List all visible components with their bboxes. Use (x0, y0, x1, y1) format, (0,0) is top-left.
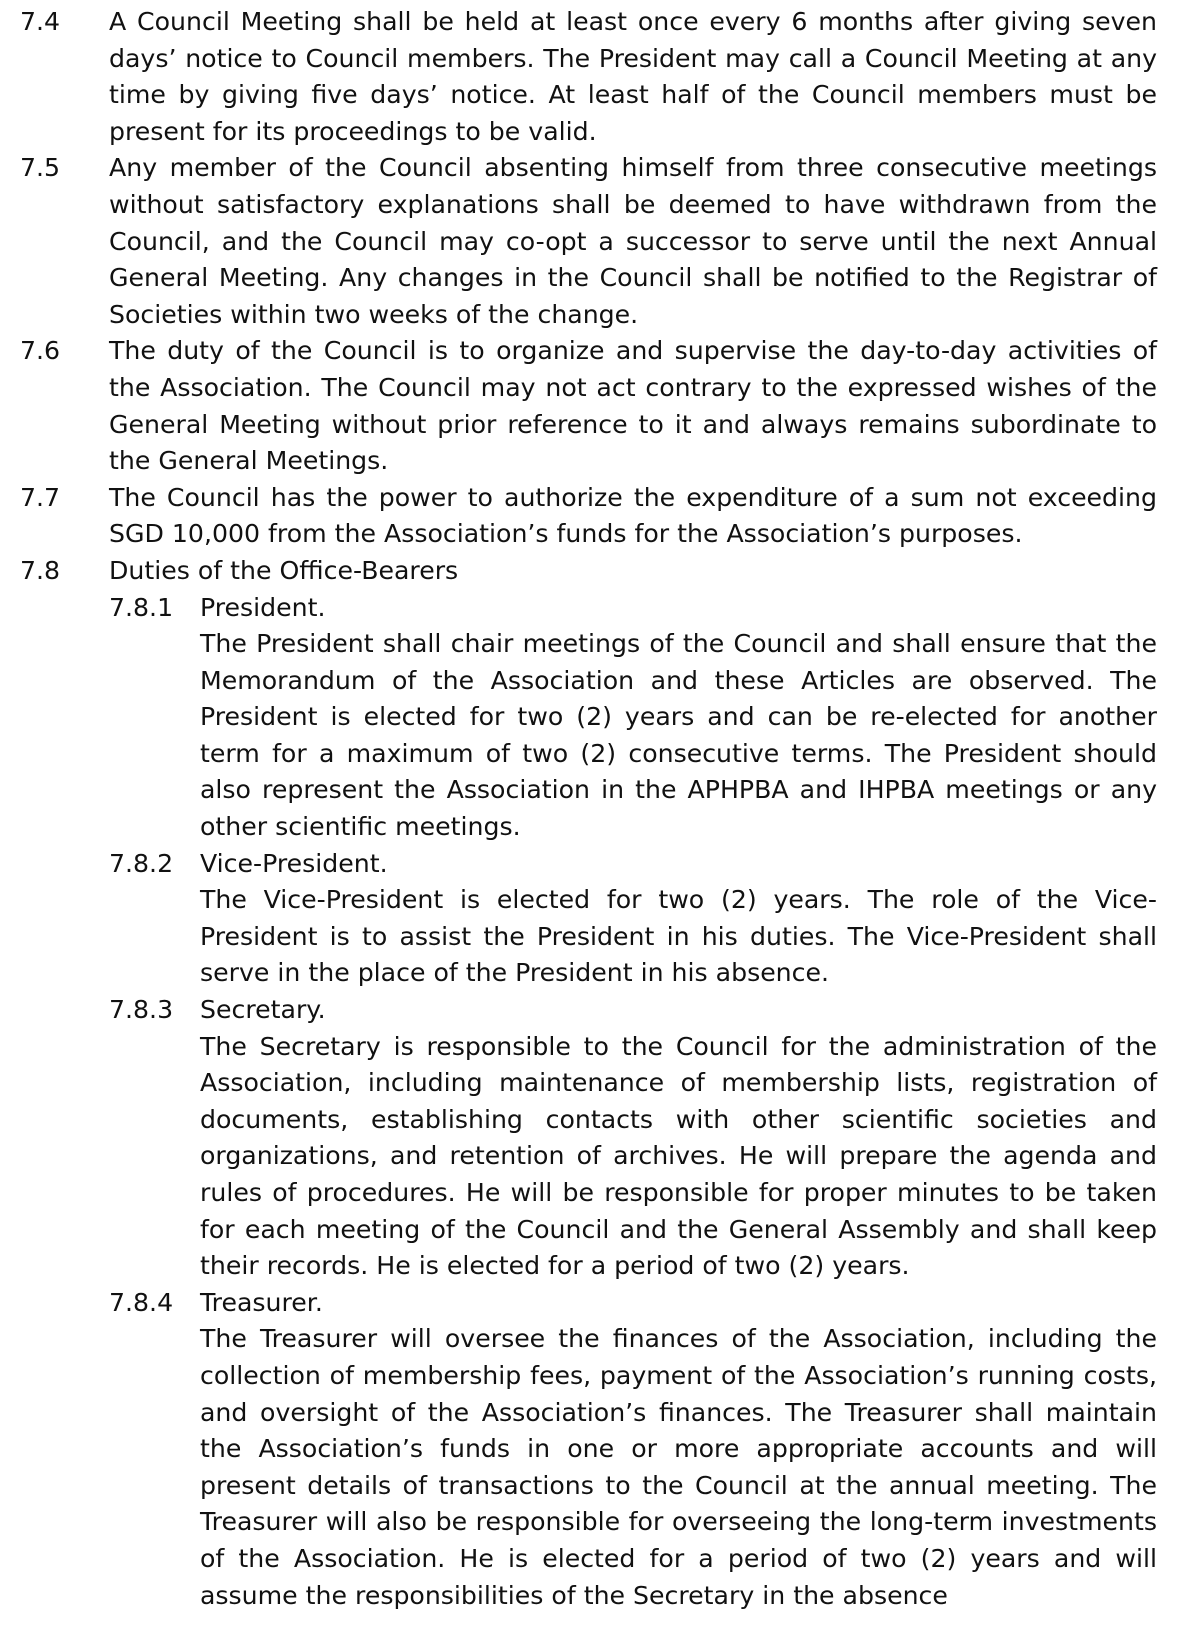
subclause-text: The President shall chair meetings of the Council and shall ensure that the Memorandum of the Association and these Articles are observed. The President is elected for two (2) years and can be re-elected for another term for a maximum of two (2) consecutive terms. The President should also represent the Association in the APHPBA and IHPBA meetings or any other scientific meetings. (200, 629, 1157, 842)
clause-7-8 (0, 553, 1200, 1614)
subclause-text: The Vice-President is elected for two (2) years. The role of the Vice-President is to assist the President in his duties. The Vice-President shall serve in the place of the President in his absence. (200, 885, 1157, 988)
clause-7-4 (0, 4, 1200, 150)
clause-text: The duty of the Council is to organize and supervise the day-to-day activities of the Association. The Council may not act contrary to the expressed wishes of the General Meeting without prior reference to it and always remains subordinate to the General Meetings. (109, 336, 1157, 476)
subclause-number: 7.8.3 (109, 995, 174, 1025)
clause-text: Any member of the Council absenting himself from three consecutive meetings without satisfactory explanations shall be deemed to have withdrawn from the Council, and the Council may co-opt a successor to serve until the next Annual General Meeting. Any changes in the Council shall be notified to the Registrar of Societies within two weeks of the change. (109, 153, 1157, 329)
subclause-7-8-1 (0, 590, 1200, 846)
subclause-number: 7.8.1 (109, 592, 174, 622)
subclause-7-8-2 (0, 846, 1200, 992)
subclause-number: 7.8.4 (109, 1287, 174, 1317)
subclause-7-8-4 (0, 1285, 1200, 1614)
clause-number: 7.8 (20, 555, 61, 585)
clause-7-6 (0, 333, 1200, 479)
clause-7-7 (0, 480, 1200, 553)
clause-number: 7.5 (20, 153, 61, 183)
subclause-title: Treasurer. (200, 1287, 323, 1317)
subclause-7-8-3 (0, 992, 1200, 1285)
clause-number: 7.6 (20, 336, 61, 366)
clause-7-5 (0, 150, 1200, 333)
subclause-text: The Treasurer will oversee the finances of the Association, including the collection of membership fees, payment of the Association’s running costs, and oversight of the Association’s finances. The Treasurer shall maintain the Association’s funds in one or more appropriate accounts and will present details of transactions to the Council at the annual meeting. The Treasurer will also be responsible for overseeing the long-term investments of the Association. He is elected for a period of two (2) years and will assume the responsibilities of the Secretary in the absence (200, 1324, 1157, 1610)
clause-number: 7.7 (20, 482, 61, 512)
subclause-text: The Secretary is responsible to the Council for the administration of the Association, including maintenance of membership lists, registration of documents, establishing contacts with other scientific societies and organizations, and retention of archives. He will prepare the agenda and rules of procedures. He will be responsible for proper minutes to be taken for each meeting of the Council and the General Assembly and shall keep their records. He is elected for a period of two (2) years. (200, 1031, 1157, 1281)
subclause-number: 7.8.2 (109, 848, 174, 878)
clause-number: 7.4 (20, 7, 61, 36)
clause-heading: Duties of the Office-Bearers (109, 555, 459, 585)
subclause-title: President. (200, 592, 326, 622)
subclause-title: Vice-President. (200, 848, 388, 878)
clause-text: The Council has the power to authorize the expenditure of a sum not exceeding SGD 10,000 from the Association’s funds for the Association’s purposes. (109, 482, 1157, 549)
subclause-title: Secretary. (200, 995, 326, 1025)
document-page (0, 4, 1200, 1614)
clause-text: A Council Meeting shall be held at least once every 6 months after giving seven days’ notice to Council members. The President may call a Council Meeting at any time by giving five days’ notice. At least half of the Council members must be present for its proceedings to be valid. (109, 7, 1157, 146)
